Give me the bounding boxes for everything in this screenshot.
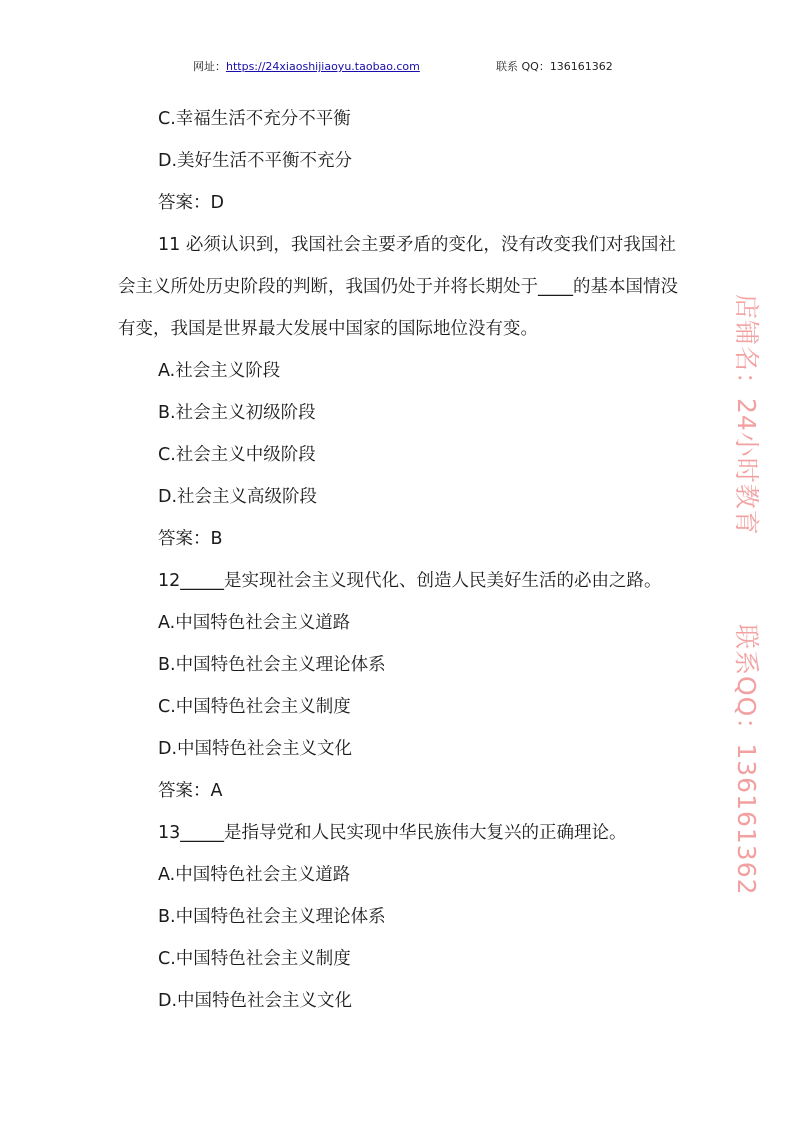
q12-answer: 答案：A	[158, 781, 223, 801]
vertical-watermark	[716, 294, 776, 896]
q11-answer: 答案：B	[158, 529, 223, 549]
watermark-contact: 联系QQ：136161362	[732, 624, 761, 896]
q11-option-d: D.社会主义高级阶段	[158, 487, 318, 507]
contact-qq: 联系 QQ：136161362	[496, 60, 613, 73]
page-header	[0, 58, 800, 78]
q11-option-a: A.社会主义阶段	[158, 361, 281, 381]
q12-option-d: D.中国特色社会主义文化	[158, 739, 353, 759]
q13-option-a: A.中国特色社会主义道路	[158, 865, 351, 885]
question-13: 13_____是指导党和人民实现中华民族伟大复兴的正确理论。	[158, 823, 627, 843]
q13-option-d: D.中国特色社会主义文化	[158, 991, 353, 1011]
q13-option-c: C.中国特色社会主义制度	[158, 949, 351, 969]
q12-option-a: A.中国特色社会主义道路	[158, 613, 351, 633]
q11-option-c: C.社会主义中级阶段	[158, 445, 316, 465]
document-body	[118, 98, 693, 1022]
question-11: 11 必须认识到，我国社会主要矛盾的变化，没有改变我们对我国社会主义所处历史阶段的判断，我国仍处于并将长期处于____的基本国情没有变，我国是世界最大发展中国家的国际地位没有变。	[118, 235, 678, 339]
shop-url-link[interactable]: https://24xiaoshijiaoyu.taobao.com	[226, 60, 420, 73]
answer-line: 答案：D	[158, 193, 224, 213]
question-12: 12_____是实现社会主义现代化、创造人民美好生活的必由之路。	[158, 571, 662, 591]
option-line: C.幸福生活不充分不平衡	[158, 109, 351, 129]
watermark-shop-name: 店铺名：24小时教育	[732, 294, 761, 536]
option-line: D.美好生活不平衡不充分	[158, 151, 353, 171]
q13-option-b: B.中国特色社会主义理论体系	[158, 907, 386, 927]
q11-option-b: B.社会主义初级阶段	[158, 403, 316, 423]
q12-option-b: B.中国特色社会主义理论体系	[158, 655, 386, 675]
site-label: 网址：	[193, 60, 226, 73]
watermark-text	[730, 294, 766, 896]
site-label-group	[193, 58, 420, 74]
q12-option-c: C.中国特色社会主义制度	[158, 697, 351, 717]
